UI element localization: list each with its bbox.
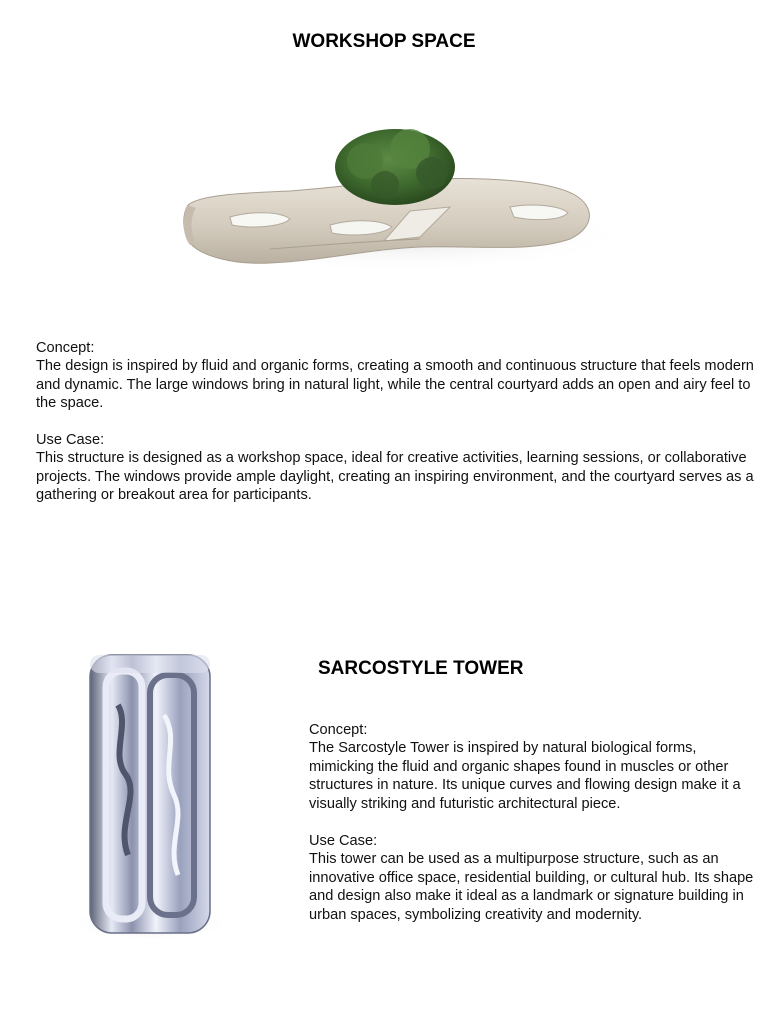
workshop-use-case-text: This structure is designed as a workshop space, ideal for creative activities, learning sessions, or collaborative projects. The windows provide ample daylight, creating an inspiring environment, and the courtyard serves as a gathering or breakout area for participants. bbox=[36, 450, 754, 504]
workshop-title: WORKSHOP SPACE bbox=[292, 31, 476, 52]
tower-concept-text: The Sarcostyle Tower is inspired by natural biological forms, mimicking the fluid and organic shapes found in muscles or other structures in nature. Its unique curves and flowing design make it a visually striking and futuristic architectural piece. bbox=[309, 740, 741, 812]
tower-render-image bbox=[70, 645, 230, 945]
workshop-use-case-label: Use Case: bbox=[36, 432, 105, 448]
workshop-concept-label: Concept: bbox=[36, 340, 95, 356]
tower-title: SARCOSTYLE TOWER bbox=[318, 658, 524, 679]
tower-use-case-label: Use Case: bbox=[309, 833, 378, 849]
workshop-render-image bbox=[170, 115, 610, 285]
tower-use-case-text: This tower can be used as a multipurpose structure, such as an innovative office space, residential building, or cultural hub. Its shape and design also make it ideal as a landmark or signature building in urban spaces, symbolizing creativity and modernity. bbox=[309, 851, 754, 923]
tower-concept-label: Concept: bbox=[309, 722, 368, 738]
workshop-concept-text: The design is inspired by fluid and organic forms, creating a smooth and continuous structure that feels modern and dynamic. The large windows bring in natural light, while the central courtyard adds an open and airy feel to the space. bbox=[36, 358, 754, 412]
